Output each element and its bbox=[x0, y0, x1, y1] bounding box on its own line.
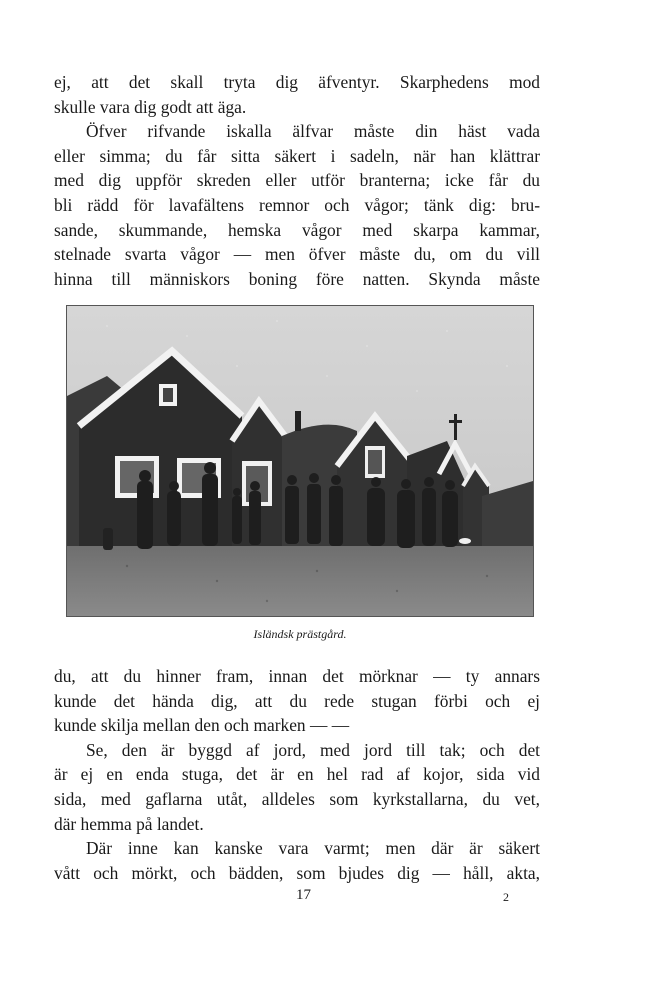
text-line: Öfver rifvande iskalla älfvar måste din häst vada bbox=[86, 121, 540, 142]
page-number: 17 bbox=[296, 887, 311, 903]
text-line: Där inne kan kanske vara varmt; men där är säkert bbox=[86, 838, 540, 859]
text-line: stelnade svarta vågor — men öfver måste du, om du vill bbox=[54, 244, 540, 265]
text-line: sida, med gaflarna utåt, alldeles som kyrkstallarna, du vet, bbox=[54, 788, 540, 809]
figure-caption: Isländsk prästgård. bbox=[253, 627, 347, 641]
text-line: eller simma; du får sitta säkert i sadeln, när han klättrar bbox=[54, 145, 540, 166]
text-line: Se, den är byggd af jord, med jord till tak; och det bbox=[86, 739, 540, 760]
text-line: där hemma på landet. bbox=[54, 813, 204, 834]
bottom-text-block bbox=[54, 664, 540, 885]
photo-illustration bbox=[67, 306, 533, 616]
text-line: du, att du hinner fram, innan det mörknar — ty annars bbox=[54, 666, 540, 686]
text-line: vått och mörkt, och bädden, som bjudes dig — håll, akta, bbox=[54, 862, 540, 883]
text-line: med dig uppför skreden eller utför branterna; icke får du bbox=[54, 170, 540, 191]
text-line: kunde skilja mellan den och marken — — bbox=[54, 715, 350, 736]
signature-mark: 2 bbox=[503, 890, 509, 904]
photograph-icelandic-parsonage bbox=[66, 305, 534, 617]
text-line: bli rädd för lavafältens remnor och vågor; tänk dig: bru- bbox=[54, 194, 540, 215]
text-line: sande, skummande, hemska vågor med skarpa kammar, bbox=[54, 219, 540, 240]
text-line: ej, att det skall tryta dig äfventyr. Skarphedens mod bbox=[54, 72, 540, 92]
text-line: skulle vara dig godt att äga. bbox=[54, 96, 247, 117]
text-line: kunde det hända dig, att du rede stugan förbi och ej bbox=[54, 690, 540, 711]
top-text-block bbox=[54, 70, 540, 291]
text-line: hinna till människors boning före natten. Skynda måste bbox=[54, 268, 540, 289]
text-line: är ej en enda stuga, det är en hel rad af kojor, sida vid bbox=[54, 764, 540, 785]
